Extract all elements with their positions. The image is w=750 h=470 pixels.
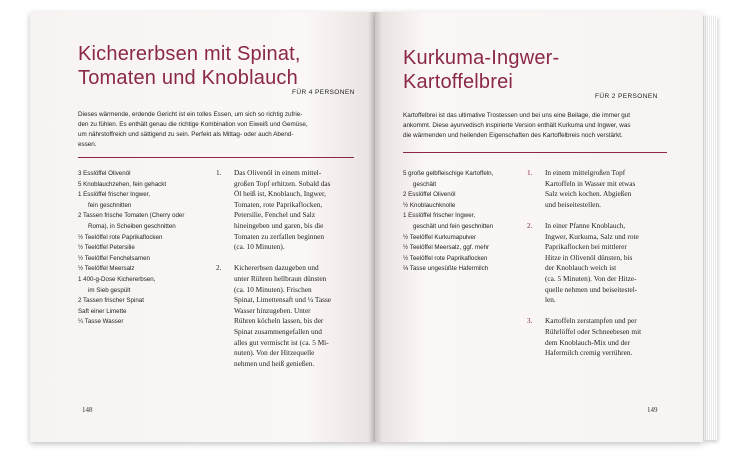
step-text-line: (ca. 5 Minuten). Von der Hitze- <box>545 273 637 283</box>
servings-label: FÜR 2 PERSONEN <box>595 93 658 100</box>
ingredient-item: ½ Teelöffel rote Paprikaflocken <box>78 233 163 241</box>
divider-rule <box>403 152 667 153</box>
page-number: 149 <box>647 406 658 414</box>
step-text-line: der Knoblauch weich ist <box>545 263 617 273</box>
ingredient-item: ½ Teelöffel Fenchelsamen <box>78 254 151 262</box>
step-text-line: (ca. 10 Minuten). <box>234 242 285 252</box>
ingredient-item: ½ Teelöffel rote Paprikaflocken <box>403 254 488 262</box>
step-text-line: (ca. 10 Minuten). Frischen <box>234 284 312 294</box>
page-edges <box>703 16 717 440</box>
step-text-line: Öl heiß ist, Knoblauch, Ingwer, <box>234 189 326 199</box>
recipe-title <box>78 42 301 90</box>
step-text-line: len. <box>545 295 556 305</box>
step-text-line: Ingwer, Kurkuma, Salz und rote <box>545 231 639 241</box>
step-number: 1. <box>527 168 533 177</box>
step-text-line: Hafermilch cremig verrühren. <box>545 348 633 358</box>
left-page <box>30 12 375 442</box>
ingredient-item: 1 Esslöffel frischer Ingwer, <box>78 191 151 199</box>
step-text-line: und beiseitestellen. <box>545 199 601 209</box>
title-line: Kichererbsen mit Spinat, <box>78 43 301 65</box>
step-text-line: In einer Pfanne Knoblauch, <box>545 220 626 230</box>
ingredient-item: Saft einer Limette <box>78 307 127 315</box>
ingredient-item: ½ Knoblauchknolle <box>403 201 456 209</box>
ingredient-item: 5 große gelbfleischige Kartoffeln, <box>403 170 494 177</box>
ingredient-item: 5 Knoblauchzehen, fein gehackt <box>78 180 167 188</box>
step-text-line: dem Knoblauch-Mix und der <box>545 337 630 347</box>
book-spine <box>368 12 382 442</box>
ingredient-item: 3 Esslöffel Olivenöl <box>78 170 131 177</box>
step-text-line: nehmen und heiß genießen. <box>234 358 315 368</box>
method-step <box>216 263 331 369</box>
step-text-line: Kartoffeln zerstampfen und per <box>545 316 637 326</box>
step-text-line: unter Rühren hellbraun dünsten <box>234 273 327 283</box>
method-steps <box>527 168 641 369</box>
ingredient-item: geschält <box>413 180 437 188</box>
step-text-line: Das Olivenöl in einem mittel- <box>234 168 322 177</box>
ingredient-item: 1 400-g-Dose Kichererbsen, <box>78 275 156 283</box>
step-text-line: Petersilie, Fenchel und Salz <box>234 210 316 220</box>
step-text-line: großen Topf erhitzen. Sobald das <box>234 178 331 188</box>
ingredient-list <box>403 169 493 275</box>
intro-line: Kartoffelbrei ist das ultimative Trostessen und bei uns eine Beilage, die immer gut <box>403 112 631 119</box>
ingredient-item: im Sieb gespült <box>88 286 131 294</box>
servings-label: FÜR 4 PERSONEN <box>292 89 355 96</box>
step-text-line: In einem mittelgroßen Topf <box>545 168 626 177</box>
step-text-line: nuten). Von der Hitzequelle <box>234 348 315 358</box>
step-number: 1. <box>216 168 222 177</box>
step-number: 3. <box>527 316 533 326</box>
intro-line: den zu fühlen. Es enthält genau die richtige Kombination von Eiweiß und Gemüse, <box>78 121 308 128</box>
method-step <box>527 316 641 358</box>
ingredient-list <box>78 169 184 328</box>
step-text-line: Spinat, Limettensaft und ¼ Tasse <box>234 295 332 305</box>
step-text-line: hineingeben und garen, bis die <box>234 220 324 230</box>
step-text-line: Salz weich kochen. Abgießen <box>545 189 632 199</box>
ingredient-item: 2 Tassen frische Tomaten (Cherry oder <box>78 212 185 220</box>
step-number: 2. <box>527 220 533 230</box>
intro-line: um nährstoffreich und sättigend zu sein. Perfekt als Mittag- oder auch Abend- <box>78 131 294 138</box>
ingredient-item: ½ Teelöffel Meersalz <box>78 265 135 273</box>
step-text-line: Rühren köcheln lassen, bis der <box>234 316 324 326</box>
ingredient-item: ½ Teelöffel Kurkumapulver <box>403 233 477 241</box>
method-step <box>527 168 641 210</box>
ingredient-item: 2 Tassen frischer Spinat <box>78 297 144 305</box>
divider-rule <box>78 157 354 158</box>
method-steps <box>216 168 331 380</box>
intro-line: essen. <box>78 141 97 148</box>
recipe-intro <box>403 111 693 141</box>
step-text-line: Kichererbsen dazugeben und <box>234 263 319 273</box>
ingredient-item: geschält und fein geschnitten <box>413 222 494 230</box>
recipe-intro <box>78 110 368 150</box>
step-text-line: Paprikaflocken bei mittlerer <box>545 242 627 252</box>
method-step <box>216 168 331 253</box>
recipe-title <box>403 46 559 94</box>
intro-line: die wärmenden und heilenden Eigenschaften des Kartoffelbreis noch verstärkt. <box>403 132 623 139</box>
step-text-line: Tomaten, rote Paprikaflocken, <box>234 199 323 209</box>
title-line: Tomaten und Knoblauch <box>78 67 298 89</box>
step-number: 2. <box>216 263 222 273</box>
intro-line: ankommt. Diese ayurvedisch inspirierte Version enthält Kurkuma und Ingwer, was <box>403 122 631 129</box>
step-text-line: Hitze in Olivenöl dünsten, bis <box>545 252 633 262</box>
right-page <box>375 12 703 442</box>
ingredient-item: ⅔ Tasse ungesüßte Hafermilch <box>403 265 489 273</box>
method-step <box>527 221 641 306</box>
title-line: Kartoffelbrei <box>403 71 514 93</box>
ingredient-item: ½ Teelöffel Meersalz, ggf. mehr <box>403 244 490 252</box>
page-number: 148 <box>82 406 93 414</box>
ingredient-item: Roma), in Scheiben geschnitten <box>88 222 176 230</box>
step-text-line: Spinat zusammengefallen und <box>234 326 322 336</box>
title-line: Kurkuma-Ingwer- <box>403 47 560 69</box>
step-text-line: Wasser hinzugeben. Unter <box>234 305 311 315</box>
step-text-line: quelle nehmen und beiseitestel- <box>545 284 638 294</box>
ingredient-item: ½ Teelöffel Petersilie <box>78 244 135 252</box>
step-text-line: alles gut vermischt ist (ca. 5 Mi- <box>234 337 329 347</box>
step-text-line: Rührlöffel oder Schneebesen mit <box>545 326 642 336</box>
intro-line: Dieses wärmende, erdende Gericht ist ein tolles Essen, um sich so richtig zufrie- <box>78 111 303 118</box>
step-text-line: Tomaten zu zerfallen beginnen <box>234 231 325 241</box>
ingredient-item: 1 Esslöffel frischer Ingwer, <box>403 212 476 220</box>
open-book <box>30 12 720 452</box>
ingredient-item: ¼ Tasse Wasser <box>78 318 124 326</box>
ingredient-item: 2 Esslöffel Olivenöl <box>403 191 456 199</box>
step-text-line: Kartoffeln in Wasser mit etwas <box>545 178 636 188</box>
ingredient-item: fein geschnitten <box>88 201 132 209</box>
